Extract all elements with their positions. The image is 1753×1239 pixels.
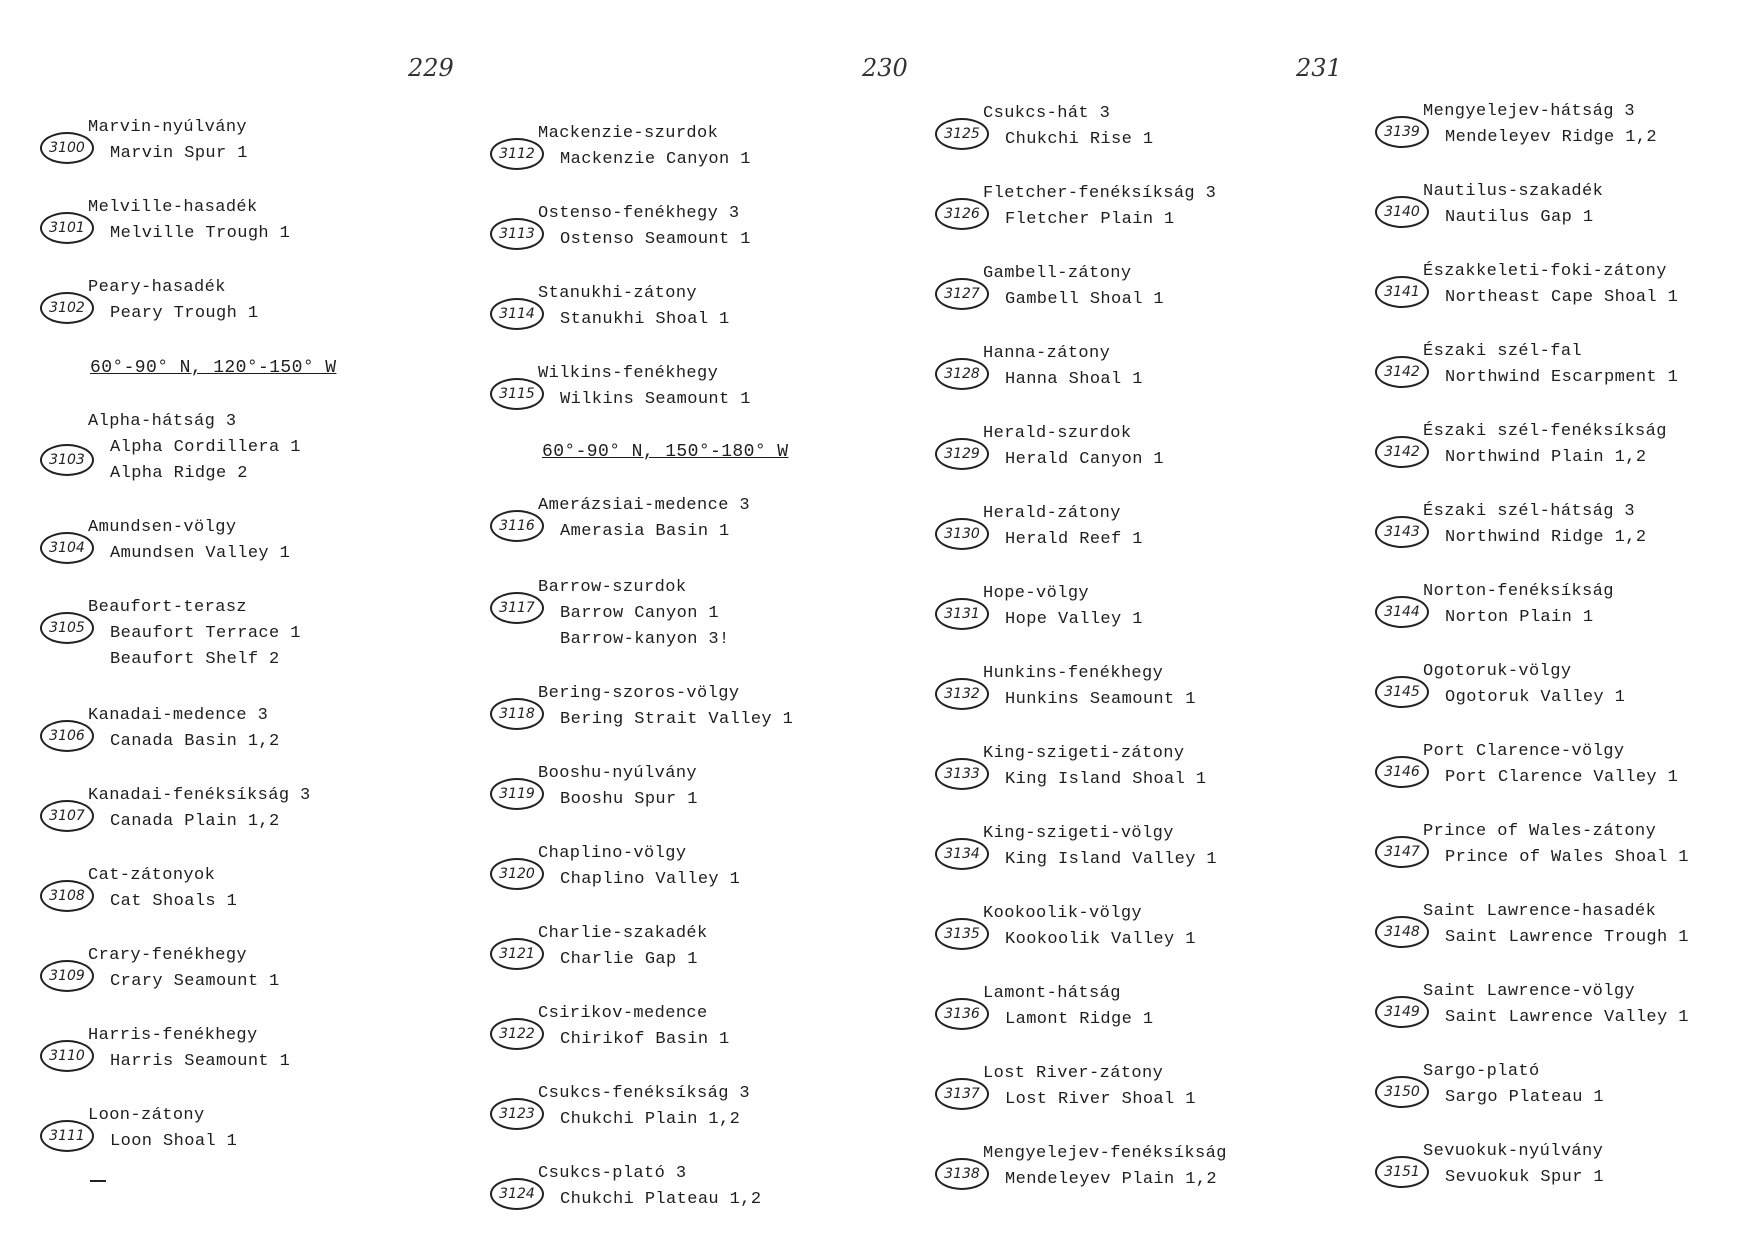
- entry-name-hu: Saint Lawrence-hasadék: [1423, 902, 1657, 921]
- entry-3116: [490, 496, 910, 566]
- coordinate-range-heading: 60°-90° N, 120°-150° W: [90, 358, 337, 378]
- entry-name-en: Northwind Plain 1,2: [1445, 448, 1647, 467]
- entry-3111: [40, 1106, 460, 1176]
- entry-id-badge: 3151: [1375, 1156, 1429, 1188]
- entry-name-en: Mackenzie Canyon 1: [560, 150, 751, 169]
- entry-3151: [1375, 1142, 1753, 1212]
- page-number-229: 229: [408, 54, 454, 82]
- entry-id-badge: 3135: [935, 918, 989, 950]
- entry-3150: [1375, 1062, 1753, 1132]
- entry-id-badge: 3147: [1375, 836, 1429, 868]
- entry-name-en: Mendeleyev Ridge 1,2: [1445, 128, 1658, 147]
- entry-name-en: Cat Shoals 1: [110, 892, 238, 911]
- entry-name-en: Northwind Ridge 1,2: [1445, 528, 1647, 547]
- entry-id-badge: 3133: [935, 758, 989, 790]
- entry-name-hu: Lamont-hátság: [983, 984, 1121, 1003]
- entry-name-hu: Csukcs-hát 3: [983, 104, 1111, 123]
- entry-id-badge: 3117: [490, 592, 544, 624]
- entry-name-en: Bering Strait Valley 1: [560, 710, 794, 729]
- entry-3130: [935, 504, 1355, 574]
- entry-name-en: Ostenso Seamount 1: [560, 230, 751, 249]
- entry-id-badge: 3104: [40, 532, 94, 564]
- entry-name-en: Sevuokuk Spur 1: [1445, 1168, 1605, 1187]
- entry-name-hu: Hanna-zátony: [983, 344, 1111, 363]
- entry-id-badge: 3148: [1375, 916, 1429, 948]
- entry-id-badge: 3111: [40, 1120, 94, 1152]
- entry-id-badge: 3114: [490, 298, 544, 330]
- entry-name-hu: Ostenso-fenékhegy 3: [538, 204, 740, 223]
- entry-3123: [490, 1084, 910, 1154]
- entry-name-hu: Északi szél-fenéksíkság: [1423, 422, 1667, 441]
- entry-3140: [1375, 182, 1753, 252]
- entry-3126: [935, 184, 1355, 254]
- entry-name-en: Peary Trough 1: [110, 304, 259, 323]
- entry-name-hu: Amundsen-völgy: [88, 518, 237, 537]
- entry-3113: [490, 204, 910, 274]
- entry-name-en: Mendeleyev Plain 1,2: [1005, 1170, 1218, 1189]
- entry-name-en: Chukchi Plain 1,2: [560, 1110, 741, 1129]
- entry-name-en: Barrow Canyon 1: [560, 604, 720, 623]
- entry-id-badge: 3128: [935, 358, 989, 390]
- entry-name-en: Loon Shoal 1: [110, 1132, 238, 1151]
- entry-name-hu: Beaufort-terasz: [88, 598, 248, 617]
- entry-name-en: Saint Lawrence Valley 1: [1445, 1008, 1689, 1027]
- entry-name-hu: Fletcher-fenéksíkság 3: [983, 184, 1217, 203]
- entry-3118: [490, 684, 910, 754]
- entry-name-en: King Island Shoal 1: [1005, 770, 1207, 789]
- entry-id-badge: 3119: [490, 778, 544, 810]
- entry-name-en: Kookoolik Valley 1: [1005, 930, 1196, 949]
- entry-name-hu: Nautilus-szakadék: [1423, 182, 1604, 201]
- column-4: [1375, 0, 1745, 1239]
- entry-name-en: Saint Lawrence Trough 1: [1445, 928, 1689, 947]
- entry-name-en: Harris Seamount 1: [110, 1052, 291, 1071]
- entry-3114: [490, 284, 910, 354]
- entry-3134: [935, 824, 1355, 894]
- entry-3120: [490, 844, 910, 914]
- entry-name-en: Chirikof Basin 1: [560, 1030, 730, 1049]
- entry-name-en: Alpha Cordillera 1: [110, 438, 301, 457]
- entry-id-badge: 3125: [935, 118, 989, 150]
- entry-name-hu: Alpha-hátság 3: [88, 412, 237, 431]
- entry-name-hu: Marvin-nyúlvány: [88, 118, 248, 137]
- entry-name-en: Amundsen Valley 1: [110, 544, 291, 563]
- entry-id-badge: 3110: [40, 1040, 94, 1072]
- entry-name-hu: Charlie-szakadék: [538, 924, 708, 943]
- entry-name-hu: Kanadai-medence 3: [88, 706, 269, 725]
- entry-name-en: Hunkins Seamount 1: [1005, 690, 1196, 709]
- entry-3102: [40, 278, 460, 348]
- entry-name-en: Norton Plain 1: [1445, 608, 1594, 627]
- entry-name-en: Herald Reef 1: [1005, 530, 1143, 549]
- entry-name-en: Melville Trough 1: [110, 224, 291, 243]
- entry-name-hu: Crary-fenékhegy: [88, 946, 248, 965]
- entry-name-hu: Stanukhi-zátony: [538, 284, 698, 303]
- entry-name-hu: Csukcs-fenéksíkság 3: [538, 1084, 751, 1103]
- entry-name-hu: Melville-hasadék: [88, 198, 258, 217]
- entry-3103: [40, 412, 460, 502]
- entry-name-en: Sargo Plateau 1: [1445, 1088, 1605, 1107]
- entry-name-hu: Mengyelejev-fenéksíkság: [983, 1144, 1227, 1163]
- entry-id-badge: 3131: [935, 598, 989, 630]
- entry-name-hu: Booshu-nyúlvány: [538, 764, 698, 783]
- entry-name-hu: Hope-völgy: [983, 584, 1090, 603]
- entry-3138: [935, 1144, 1355, 1214]
- entry-name-hu: Port Clarence-völgy: [1423, 742, 1625, 761]
- entry-name-en: Canada Basin 1,2: [110, 732, 280, 751]
- entry-id-badge: 3146: [1375, 756, 1429, 788]
- entry-id-badge: 3109: [40, 960, 94, 992]
- entry-3122: [490, 1004, 910, 1074]
- entry-name-hu: Barrow-szurdok: [538, 578, 687, 597]
- entry-3145: [1375, 662, 1753, 732]
- entry-3128: [935, 344, 1355, 414]
- entry-name-en: Northeast Cape Shoal 1: [1445, 288, 1679, 307]
- entry-name-hu: Herald-szurdok: [983, 424, 1132, 443]
- entry-name-en: Crary Seamount 1: [110, 972, 280, 991]
- entry-3143: [1375, 502, 1753, 572]
- entry-name-hu: Mackenzie-szurdok: [538, 124, 719, 143]
- entry-name-hu: Amerázsiai-medence 3: [538, 496, 751, 515]
- entry-3132: [935, 664, 1355, 734]
- entry-name-en: Hanna Shoal 1: [1005, 370, 1143, 389]
- entry-id-badge: 3149: [1375, 996, 1429, 1028]
- page-number-230: 230: [862, 54, 908, 82]
- entry-name-hu: Északkeleti-foki-zátony: [1423, 262, 1667, 281]
- entry-3100: [40, 118, 460, 188]
- entry-3104: [40, 518, 460, 588]
- column-2: [490, 0, 910, 1239]
- entry-id-badge: 3112: [490, 138, 544, 170]
- entry-3129: [935, 424, 1355, 494]
- entry-name-hu: Chaplino-völgy: [538, 844, 687, 863]
- entry-3107: [40, 786, 460, 856]
- entry-3112: [490, 124, 910, 194]
- entry-id-badge: 3124: [490, 1178, 544, 1210]
- entry-id-badge: 3108: [40, 880, 94, 912]
- entry-3110: [40, 1026, 460, 1096]
- entry-name-en: Chukchi Plateau 1,2: [560, 1190, 762, 1209]
- entry-name-hu: Ogotoruk-völgy: [1423, 662, 1572, 681]
- entry-3142-plain: [1375, 422, 1753, 492]
- entry-id-badge: 3144: [1375, 596, 1429, 628]
- entry-id-badge: 3132: [935, 678, 989, 710]
- entry-id-badge: 3107: [40, 800, 94, 832]
- entry-id-badge: 3116: [490, 510, 544, 542]
- entry-id-badge: 3100: [40, 132, 94, 164]
- entry-id-badge: 3134: [935, 838, 989, 870]
- entry-3136: [935, 984, 1355, 1054]
- entry-id-badge: 3143: [1375, 516, 1429, 548]
- entry-name-en: Lamont Ridge 1: [1005, 1010, 1154, 1029]
- entry-id-badge: 3105: [40, 612, 94, 644]
- entry-id-badge: 3122: [490, 1018, 544, 1050]
- entry-3105: [40, 598, 460, 688]
- entry-id-badge: 3142: [1375, 436, 1429, 468]
- entry-id-badge: 3129: [935, 438, 989, 470]
- entry-name-hu: Prince of Wales-zátony: [1423, 822, 1657, 841]
- entry-3144: [1375, 582, 1753, 652]
- entry-id-badge: 3121: [490, 938, 544, 970]
- entry-id-badge: 3139: [1375, 116, 1429, 148]
- entry-3121: [490, 924, 910, 994]
- entry-name-hu: Herald-zátony: [983, 504, 1121, 523]
- entry-3135: [935, 904, 1355, 974]
- entry-id-badge: 3102: [40, 292, 94, 324]
- entry-3125: [935, 104, 1355, 174]
- dash-mark: [90, 1180, 106, 1182]
- entry-name-en: Chaplino Valley 1: [560, 870, 741, 889]
- column-1: [40, 0, 460, 1239]
- entry-id-badge: 3106: [40, 720, 94, 752]
- entry-name-en: King Island Valley 1: [1005, 850, 1218, 869]
- entry-name-en: Chukchi Rise 1: [1005, 130, 1154, 149]
- entry-name-en: Port Clarence Valley 1: [1445, 768, 1679, 787]
- entry-name-en: Hope Valley 1: [1005, 610, 1143, 629]
- entry-name-en: Stanukhi Shoal 1: [560, 310, 730, 329]
- entry-id-badge: 3126: [935, 198, 989, 230]
- entry-name-hu: Wilkins-fenékhegy: [538, 364, 719, 383]
- entry-name-en: Charlie Gap 1: [560, 950, 698, 969]
- entry-name-en: Canada Plain 1,2: [110, 812, 280, 831]
- entry-name-hu: Saint Lawrence-völgy: [1423, 982, 1636, 1001]
- entry-3115: [490, 364, 910, 434]
- entry-id-badge: 3138: [935, 1158, 989, 1190]
- entry-name-hu: Loon-zátony: [88, 1106, 205, 1125]
- entry-name-hu: King-szigeti-zátony: [983, 744, 1185, 763]
- entry-name-hu: Gambell-zátony: [983, 264, 1132, 283]
- entry-id-badge: 3120: [490, 858, 544, 890]
- page-number-231: 231: [1296, 54, 1342, 82]
- column-3: [935, 0, 1355, 1239]
- entry-name-en-alt: Alpha Ridge 2: [110, 464, 248, 483]
- entry-name-en: Nautilus Gap 1: [1445, 208, 1594, 227]
- entry-3149: [1375, 982, 1753, 1052]
- entry-name-hu: Mengyelejev-hátság 3: [1423, 102, 1636, 121]
- entry-name-hu: Csukcs-plató 3: [538, 1164, 687, 1183]
- entry-id-badge: 3145: [1375, 676, 1429, 708]
- entry-name-hu: Bering-szoros-völgy: [538, 684, 740, 703]
- entry-3142-escarpment: [1375, 342, 1753, 412]
- entry-name-en: Fletcher Plain 1: [1005, 210, 1175, 229]
- entry-id-badge: 3113: [490, 218, 544, 250]
- entry-3146: [1375, 742, 1753, 812]
- entry-3124: [490, 1164, 910, 1234]
- entry-name-hu: Kanadai-fenéksíkság 3: [88, 786, 311, 805]
- entry-name-en-alt: Beaufort Shelf 2: [110, 650, 280, 669]
- entry-name-en: Herald Canyon 1: [1005, 450, 1165, 469]
- entry-id-badge: 3136: [935, 998, 989, 1030]
- entry-name-en: Lost River Shoal 1: [1005, 1090, 1196, 1109]
- entry-3109: [40, 946, 460, 1016]
- entry-3133: [935, 744, 1355, 814]
- entry-name-en: Beaufort Terrace 1: [110, 624, 301, 643]
- entry-id-badge: 3140: [1375, 196, 1429, 228]
- entry-3139: [1375, 102, 1753, 172]
- entry-3119: [490, 764, 910, 834]
- entry-name-en: Gambell Shoal 1: [1005, 290, 1165, 309]
- entry-name-en: Prince of Wales Shoal 1: [1445, 848, 1689, 867]
- entry-name-hu: Harris-fenékhegy: [88, 1026, 258, 1045]
- entry-id-badge: 3123: [490, 1098, 544, 1130]
- entry-id-badge: 3141: [1375, 276, 1429, 308]
- entry-3108: [40, 866, 460, 936]
- entry-name-hu: King-szigeti-völgy: [983, 824, 1174, 843]
- entry-3147: [1375, 822, 1753, 892]
- entry-name-hu: Sargo-plató: [1423, 1062, 1540, 1081]
- entry-name-hu: Csirikov-medence: [538, 1004, 708, 1023]
- entry-id-badge: 3118: [490, 698, 544, 730]
- entry-name-hu-alt: Barrow-kanyon 3!: [560, 630, 730, 649]
- entry-3148: [1375, 902, 1753, 972]
- entry-id-badge: 3103: [40, 444, 94, 476]
- entry-name-hu: Peary-hasadék: [88, 278, 226, 297]
- entry-name-hu: Kookoolik-völgy: [983, 904, 1143, 923]
- entry-3117: [490, 578, 910, 668]
- entry-name-en: Northwind Escarpment 1: [1445, 368, 1679, 387]
- entry-3127: [935, 264, 1355, 334]
- entry-name-en: Ogotoruk Valley 1: [1445, 688, 1626, 707]
- entry-id-badge: 3101: [40, 212, 94, 244]
- entry-3141: [1375, 262, 1753, 332]
- entry-name-hu: Norton-fenéksíkság: [1423, 582, 1614, 601]
- entry-id-badge: 3130: [935, 518, 989, 550]
- coordinate-range-heading: 60°-90° N, 150°-180° W: [542, 442, 789, 462]
- entry-name-en: Booshu Spur 1: [560, 790, 698, 809]
- entry-3137: [935, 1064, 1355, 1134]
- entry-name-hu: Cat-zátonyok: [88, 866, 216, 885]
- entry-id-badge: 3115: [490, 378, 544, 410]
- entry-id-badge: 3150: [1375, 1076, 1429, 1108]
- entry-id-badge: 3137: [935, 1078, 989, 1110]
- entry-name-hu: Sevuokuk-nyúlvány: [1423, 1142, 1604, 1161]
- entry-name-hu: Lost River-zátony: [983, 1064, 1164, 1083]
- entry-3106: [40, 706, 460, 776]
- entry-id-badge: 3127: [935, 278, 989, 310]
- entry-name-en: Marvin Spur 1: [110, 144, 248, 163]
- entry-id-badge: 3142: [1375, 356, 1429, 388]
- entry-name-hu: Hunkins-fenékhegy: [983, 664, 1164, 683]
- entry-name-en: Amerasia Basin 1: [560, 522, 730, 541]
- entry-name-hu: Északi szél-fal: [1423, 342, 1583, 361]
- entry-name-en: Wilkins Seamount 1: [560, 390, 751, 409]
- entry-3101: [40, 198, 460, 268]
- entry-name-hu: Északi szél-hátság 3: [1423, 502, 1636, 521]
- entry-3131: [935, 584, 1355, 654]
